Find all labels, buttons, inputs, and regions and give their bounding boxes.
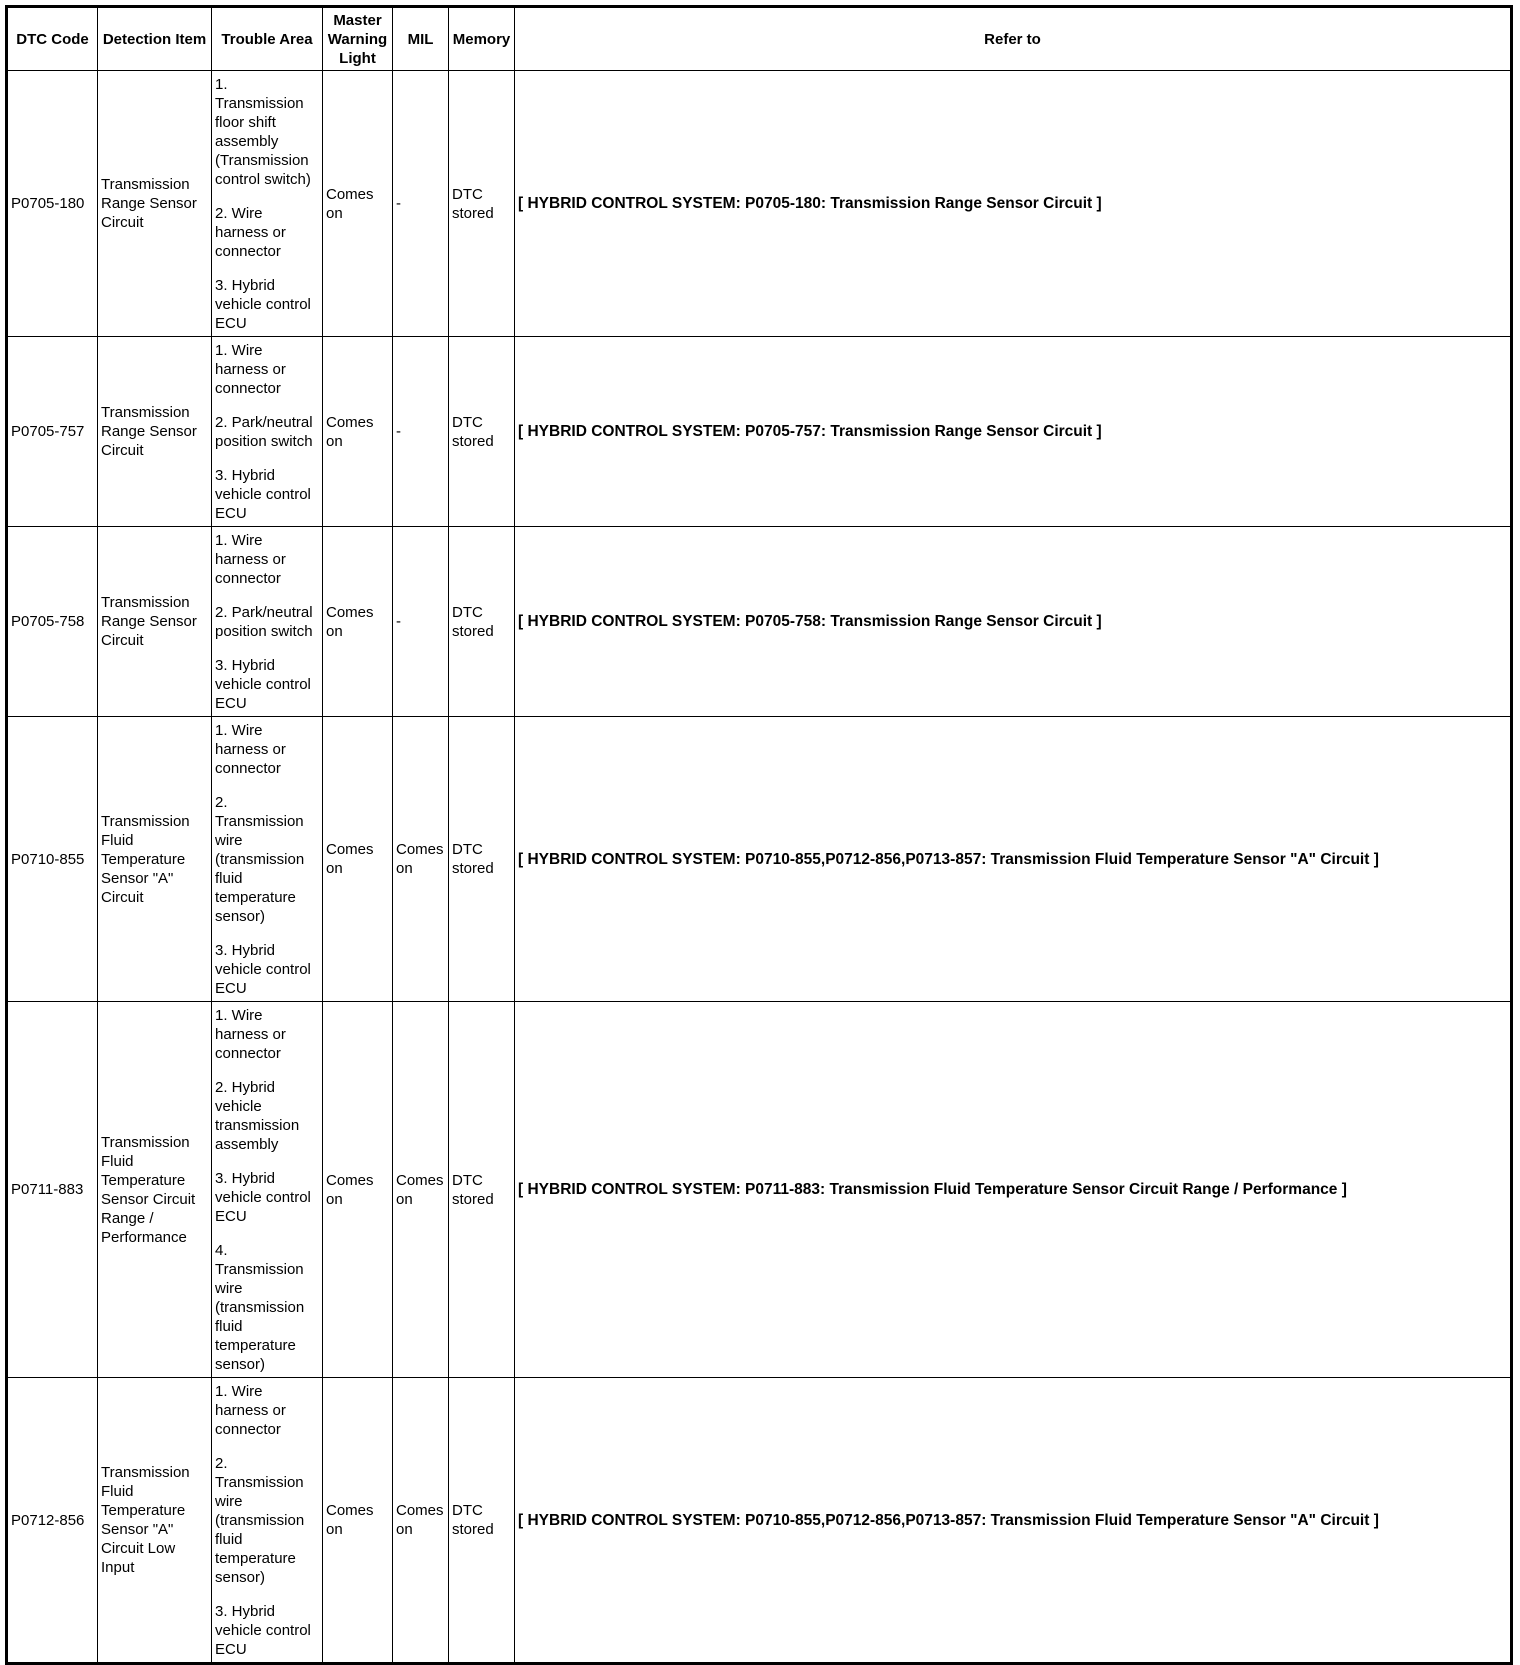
trouble-area-item: 2. Park/neutral position switch	[215, 604, 313, 640]
trouble-area-cell	[212, 1002, 323, 1378]
master-warning-light-cell: Comes on	[323, 337, 393, 527]
memory-cell: DTC stored	[449, 71, 515, 337]
table-row	[7, 71, 1512, 337]
master-warning-light-cell: Comes on	[323, 717, 393, 1002]
mil-cell: Comes on	[393, 717, 449, 1002]
dtc-code-cell: P0710-855	[7, 717, 98, 1002]
memory-cell: DTC stored	[449, 1378, 515, 1664]
mil-cell: -	[393, 527, 449, 717]
trouble-area-item: 1. Wire harness or connector	[215, 342, 286, 397]
trouble-area-cell	[212, 717, 323, 1002]
mil-cell: -	[393, 71, 449, 337]
dtc-code-cell: P0705-180	[7, 71, 98, 337]
dtc-code-cell: P0711-883	[7, 1002, 98, 1378]
refer-to-cell: [ HYBRID CONTROL SYSTEM: P0710-855,P0712-856,P0713-857: Transmission Fluid Temperature Sensor "A" Circuit ]	[515, 1378, 1512, 1664]
trouble-area-item: 3. Hybrid vehicle control ECU	[215, 1603, 311, 1658]
trouble-area-item: 3. Hybrid vehicle control ECU	[215, 1170, 311, 1225]
header-detection-item: Detection Item	[98, 7, 212, 71]
table-row	[7, 337, 1512, 527]
memory-cell: DTC stored	[449, 337, 515, 527]
header-dtc-code: DTC Code	[7, 7, 98, 71]
header-refer-to: Refer to	[515, 7, 1512, 71]
trouble-area-item: 1. Wire harness or connector	[215, 532, 286, 587]
mil-cell: Comes on	[393, 1378, 449, 1664]
detection-item-cell: Transmission Fluid Temperature Sensor Circuit Range / Performance	[98, 1002, 212, 1378]
master-warning-light-cell: Comes on	[323, 71, 393, 337]
trouble-area-cell	[212, 1378, 323, 1664]
mil-cell: Comes on	[393, 1002, 449, 1378]
table-row	[7, 527, 1512, 717]
master-warning-light-cell: Comes on	[323, 1002, 393, 1378]
refer-to-cell: [ HYBRID CONTROL SYSTEM: P0705-757: Transmission Range Sensor Circuit ]	[515, 337, 1512, 527]
memory-cell: DTC stored	[449, 717, 515, 1002]
header-memory: Memory	[449, 7, 515, 71]
refer-to-cell: [ HYBRID CONTROL SYSTEM: P0705-758: Transmission Range Sensor Circuit ]	[515, 527, 1512, 717]
detection-item-cell: Transmission Range Sensor Circuit	[98, 71, 212, 337]
trouble-area-item: 2. Park/neutral position switch	[215, 414, 313, 450]
refer-to-cell: [ HYBRID CONTROL SYSTEM: P0705-180: Transmission Range Sensor Circuit ]	[515, 71, 1512, 337]
trouble-area-item: 1. Transmission floor shift assembly (Transmission control switch)	[215, 76, 311, 188]
header-row	[7, 7, 1512, 71]
trouble-area-item: 2. Transmission wire (transmission fluid temperature sensor)	[215, 794, 305, 925]
detection-item-cell: Transmission Range Sensor Circuit	[98, 527, 212, 717]
trouble-area-item: 1. Wire harness or connector	[215, 1383, 286, 1438]
refer-to-cell: [ HYBRID CONTROL SYSTEM: P0710-855,P0712-856,P0713-857: Transmission Fluid Temperature Sensor "A" Circuit ]	[515, 717, 1512, 1002]
master-warning-light-cell: Comes on	[323, 527, 393, 717]
memory-cell: DTC stored	[449, 527, 515, 717]
table-body	[7, 71, 1512, 1664]
trouble-area-item: 1. Wire harness or connector	[215, 722, 286, 777]
trouble-area-item: 2. Hybrid vehicle transmission assembly	[215, 1079, 300, 1153]
dtc-table-page	[5, 5, 1513, 1665]
trouble-area-cell	[212, 71, 323, 337]
memory-cell: DTC stored	[449, 1002, 515, 1378]
header-trouble-area: Trouble Area	[212, 7, 323, 71]
header-master-warning-light: Master Warning Light	[323, 7, 393, 71]
dtc-code-cell: P0712-856	[7, 1378, 98, 1664]
trouble-area-item: 1. Wire harness or connector	[215, 1007, 286, 1062]
header-mil: MIL	[393, 7, 449, 71]
trouble-area-item: 2. Wire harness or connector	[215, 205, 286, 260]
trouble-area-item: 3. Hybrid vehicle control ECU	[215, 657, 311, 712]
dtc-table	[5, 5, 1513, 1665]
trouble-area-item: 3. Hybrid vehicle control ECU	[215, 467, 311, 522]
refer-to-cell: [ HYBRID CONTROL SYSTEM: P0711-883: Transmission Fluid Temperature Sensor Circuit Range / Performance ]	[515, 1002, 1512, 1378]
dtc-code-cell: P0705-758	[7, 527, 98, 717]
detection-item-cell: Transmission Fluid Temperature Sensor "A" Circuit	[98, 717, 212, 1002]
trouble-area-cell	[212, 337, 323, 527]
trouble-area-item: 2. Transmission wire (transmission fluid temperature sensor)	[215, 1455, 305, 1586]
table-row	[7, 1378, 1512, 1664]
dtc-code-cell: P0705-757	[7, 337, 98, 527]
mil-cell: -	[393, 337, 449, 527]
detection-item-cell: Transmission Fluid Temperature Sensor "A" Circuit Low Input	[98, 1378, 212, 1664]
trouble-area-item: 3. Hybrid vehicle control ECU	[215, 277, 311, 332]
trouble-area-cell	[212, 527, 323, 717]
master-warning-light-cell: Comes on	[323, 1378, 393, 1664]
trouble-area-item: 3. Hybrid vehicle control ECU	[215, 942, 311, 997]
table-row	[7, 717, 1512, 1002]
trouble-area-item: 4. Transmission wire (transmission fluid temperature sensor)	[215, 1242, 305, 1373]
detection-item-cell: Transmission Range Sensor Circuit	[98, 337, 212, 527]
table-row	[7, 1002, 1512, 1378]
